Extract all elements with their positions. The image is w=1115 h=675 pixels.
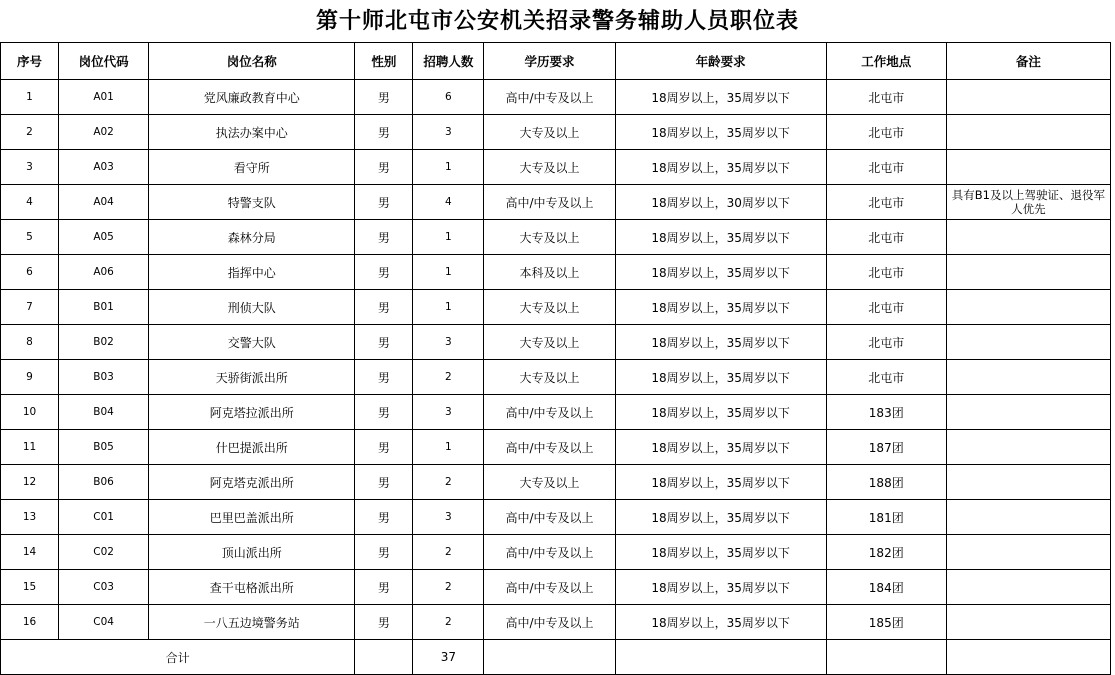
cell-education: 高中/中专及以上 (484, 535, 615, 570)
table-row (1, 290, 1111, 325)
cell-no: 13 (1, 500, 59, 535)
cell-code: A04 (59, 185, 149, 220)
cell-code: B05 (59, 430, 149, 465)
cell-no: 4 (1, 185, 59, 220)
cell-name: 什巴提派出所 (149, 430, 355, 465)
cell-age: 18周岁以上，35周岁以下 (615, 290, 826, 325)
cell-code: C03 (59, 570, 149, 605)
cell-gender: 男 (355, 605, 413, 640)
cell-note (946, 150, 1110, 185)
cell-note (946, 80, 1110, 115)
cell-code: B01 (59, 290, 149, 325)
cell-name: 天骄街派出所 (149, 360, 355, 395)
header-no: 序号 (1, 43, 59, 80)
total-age-cell (615, 640, 826, 675)
cell-no: 15 (1, 570, 59, 605)
table-row (1, 500, 1111, 535)
cell-count: 1 (413, 220, 484, 255)
cell-no: 9 (1, 360, 59, 395)
table-row (1, 360, 1111, 395)
cell-gender: 男 (355, 570, 413, 605)
cell-no: 7 (1, 290, 59, 325)
cell-code: A06 (59, 255, 149, 290)
total-education-cell (484, 640, 615, 675)
cell-count: 1 (413, 150, 484, 185)
total-gender-cell (355, 640, 413, 675)
cell-note (946, 605, 1110, 640)
cell-code: A02 (59, 115, 149, 150)
table-row (1, 465, 1111, 500)
cell-no: 11 (1, 430, 59, 465)
table-row (1, 255, 1111, 290)
cell-age: 18周岁以上，35周岁以下 (615, 150, 826, 185)
table-row (1, 605, 1111, 640)
header-place: 工作地点 (826, 43, 946, 80)
total-place-cell (826, 640, 946, 675)
cell-code: B04 (59, 395, 149, 430)
cell-note (946, 255, 1110, 290)
cell-gender: 男 (355, 220, 413, 255)
cell-name: 查干屯格派出所 (149, 570, 355, 605)
cell-education: 高中/中专及以上 (484, 605, 615, 640)
cell-no: 12 (1, 465, 59, 500)
header-name: 岗位名称 (149, 43, 355, 80)
cell-note (946, 500, 1110, 535)
cell-place: 北屯市 (826, 220, 946, 255)
cell-place: 183团 (826, 395, 946, 430)
cell-gender: 男 (355, 500, 413, 535)
cell-no: 14 (1, 535, 59, 570)
table-row (1, 220, 1111, 255)
cell-age: 18周岁以上，35周岁以下 (615, 255, 826, 290)
cell-education: 大专及以上 (484, 465, 615, 500)
cell-gender: 男 (355, 185, 413, 220)
header-education: 学历要求 (484, 43, 615, 80)
cell-gender: 男 (355, 535, 413, 570)
table-row (1, 80, 1111, 115)
cell-code: B03 (59, 360, 149, 395)
cell-education: 大专及以上 (484, 220, 615, 255)
cell-count: 2 (413, 465, 484, 500)
cell-no: 10 (1, 395, 59, 430)
cell-place: 北屯市 (826, 360, 946, 395)
cell-gender: 男 (355, 430, 413, 465)
header-row (1, 43, 1111, 80)
table-row (1, 115, 1111, 150)
table-body (1, 80, 1111, 640)
cell-note (946, 535, 1110, 570)
cell-note (946, 430, 1110, 465)
cell-place: 北屯市 (826, 325, 946, 360)
cell-place: 北屯市 (826, 150, 946, 185)
cell-no: 6 (1, 255, 59, 290)
cell-age: 18周岁以上，35周岁以下 (615, 605, 826, 640)
cell-gender: 男 (355, 80, 413, 115)
table-row (1, 395, 1111, 430)
cell-note (946, 290, 1110, 325)
cell-count: 1 (413, 430, 484, 465)
cell-count: 3 (413, 325, 484, 360)
cell-gender: 男 (355, 115, 413, 150)
cell-gender: 男 (355, 465, 413, 500)
cell-note (946, 570, 1110, 605)
cell-count: 4 (413, 185, 484, 220)
cell-place: 187团 (826, 430, 946, 465)
cell-name: 交警大队 (149, 325, 355, 360)
cell-place: 北屯市 (826, 185, 946, 220)
cell-gender: 男 (355, 255, 413, 290)
table-row (1, 535, 1111, 570)
cell-age: 18周岁以上，35周岁以下 (615, 430, 826, 465)
cell-education: 高中/中专及以上 (484, 80, 615, 115)
cell-place: 188团 (826, 465, 946, 500)
cell-count: 2 (413, 605, 484, 640)
cell-education: 高中/中专及以上 (484, 430, 615, 465)
cell-note (946, 325, 1110, 360)
cell-education: 大专及以上 (484, 360, 615, 395)
cell-age: 18周岁以上，35周岁以下 (615, 360, 826, 395)
cell-education: 大专及以上 (484, 150, 615, 185)
cell-note (946, 360, 1110, 395)
cell-gender: 男 (355, 325, 413, 360)
cell-age: 18周岁以上，35周岁以下 (615, 115, 826, 150)
table-row (1, 570, 1111, 605)
cell-no: 2 (1, 115, 59, 150)
cell-place: 北屯市 (826, 80, 946, 115)
cell-place: 北屯市 (826, 115, 946, 150)
cell-place: 184团 (826, 570, 946, 605)
cell-place: 185团 (826, 605, 946, 640)
cell-code: A03 (59, 150, 149, 185)
cell-age: 18周岁以上，35周岁以下 (615, 535, 826, 570)
cell-age: 18周岁以上，30周岁以下 (615, 185, 826, 220)
cell-education: 大专及以上 (484, 290, 615, 325)
cell-age: 18周岁以上，35周岁以下 (615, 80, 826, 115)
table-row (1, 150, 1111, 185)
cell-count: 3 (413, 500, 484, 535)
cell-count: 1 (413, 290, 484, 325)
cell-count: 1 (413, 255, 484, 290)
cell-note (946, 115, 1110, 150)
cell-age: 18周岁以上，35周岁以下 (615, 570, 826, 605)
cell-place: 182团 (826, 535, 946, 570)
cell-code: C04 (59, 605, 149, 640)
table-title: 第十师北屯市公安机关招录警务辅助人员职位表 (315, 8, 799, 34)
cell-count: 2 (413, 570, 484, 605)
cell-no: 3 (1, 150, 59, 185)
cell-code: A05 (59, 220, 149, 255)
cell-no: 5 (1, 220, 59, 255)
cell-count: 2 (413, 535, 484, 570)
cell-code: B06 (59, 465, 149, 500)
cell-no: 16 (1, 605, 59, 640)
cell-name: 森林分局 (149, 220, 355, 255)
cell-name: 刑侦大队 (149, 290, 355, 325)
cell-note (946, 465, 1110, 500)
total-label: 合计 (1, 640, 355, 675)
cell-code: B02 (59, 325, 149, 360)
cell-age: 18周岁以上，35周岁以下 (615, 220, 826, 255)
cell-education: 本科及以上 (484, 255, 615, 290)
cell-place: 北屯市 (826, 290, 946, 325)
positions-table (0, 42, 1111, 675)
cell-note (946, 220, 1110, 255)
cell-no: 1 (1, 80, 59, 115)
cell-count: 3 (413, 115, 484, 150)
cell-gender: 男 (355, 290, 413, 325)
cell-name: 一八五边境警务站 (149, 605, 355, 640)
cell-education: 高中/中专及以上 (484, 500, 615, 535)
cell-age: 18周岁以上，35周岁以下 (615, 465, 826, 500)
cell-education: 高中/中专及以上 (484, 185, 615, 220)
cell-name: 阿克塔拉派出所 (149, 395, 355, 430)
cell-note (946, 395, 1110, 430)
header-gender: 性别 (355, 43, 413, 80)
cell-education: 大专及以上 (484, 325, 615, 360)
table-row (1, 430, 1111, 465)
total-row (1, 640, 1111, 675)
header-count: 招聘人数 (413, 43, 484, 80)
cell-gender: 男 (355, 395, 413, 430)
cell-name: 执法办案中心 (149, 115, 355, 150)
cell-count: 3 (413, 395, 484, 430)
cell-no: 8 (1, 325, 59, 360)
cell-place: 北屯市 (826, 255, 946, 290)
cell-count: 6 (413, 80, 484, 115)
table-row (1, 185, 1111, 220)
table-row (1, 325, 1111, 360)
cell-age: 18周岁以上，35周岁以下 (615, 395, 826, 430)
cell-gender: 男 (355, 150, 413, 185)
cell-education: 高中/中专及以上 (484, 570, 615, 605)
cell-age: 18周岁以上，35周岁以下 (615, 325, 826, 360)
cell-gender: 男 (355, 360, 413, 395)
cell-education: 大专及以上 (484, 115, 615, 150)
cell-code: C02 (59, 535, 149, 570)
total-note-cell (946, 640, 1110, 675)
cell-name: 巴里巴盖派出所 (149, 500, 355, 535)
total-count: 37 (413, 640, 484, 675)
cell-name: 看守所 (149, 150, 355, 185)
cell-name: 阿克塔克派出所 (149, 465, 355, 500)
cell-place: 181团 (826, 500, 946, 535)
cell-name: 党风廉政教育中心 (149, 80, 355, 115)
cell-name: 特警支队 (149, 185, 355, 220)
header-note: 备注 (946, 43, 1110, 80)
cell-note: 具有B1及以上驾驶证、退役军人优先 (946, 185, 1110, 220)
cell-count: 2 (413, 360, 484, 395)
header-age: 年龄要求 (615, 43, 826, 80)
cell-name: 顶山派出所 (149, 535, 355, 570)
header-code: 岗位代码 (59, 43, 149, 80)
cell-code: C01 (59, 500, 149, 535)
cell-code: A01 (59, 80, 149, 115)
cell-education: 高中/中专及以上 (484, 395, 615, 430)
cell-name: 指挥中心 (149, 255, 355, 290)
cell-age: 18周岁以上，35周岁以下 (615, 500, 826, 535)
